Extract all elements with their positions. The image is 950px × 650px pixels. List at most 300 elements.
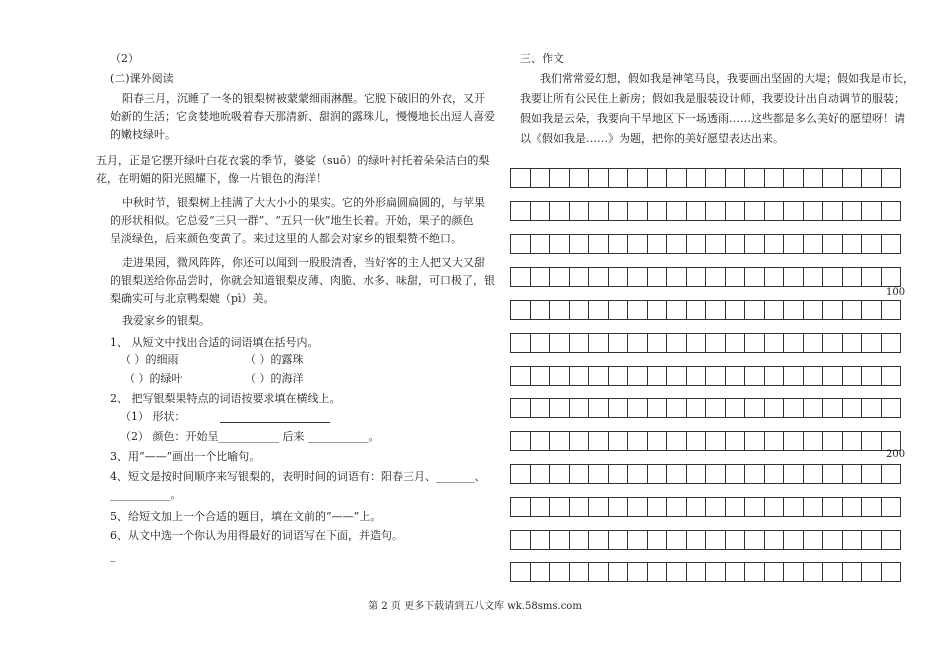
- grid-cell[interactable]: [647, 530, 668, 550]
- grid-cell[interactable]: [881, 562, 902, 582]
- grid-cell[interactable]: [725, 398, 746, 418]
- grid-cell[interactable]: [744, 201, 765, 221]
- grid-cell[interactable]: [803, 398, 824, 418]
- grid-cell[interactable]: [744, 562, 765, 582]
- grid-cell[interactable]: [705, 267, 726, 287]
- passage-line: 的银梨送给你品尝时，你就会知道银梨皮薄、肉脆、水多、味甜，可口极了，银: [110, 274, 495, 287]
- grid-cell[interactable]: [569, 562, 590, 582]
- grid-cell[interactable]: [881, 201, 902, 221]
- grid-cell[interactable]: [842, 464, 863, 484]
- grid-cell[interactable]: [627, 300, 648, 320]
- grid-cell[interactable]: [744, 333, 765, 353]
- grid-cell[interactable]: [569, 267, 590, 287]
- grid-cell[interactable]: [549, 398, 570, 418]
- grid-cell[interactable]: [530, 366, 551, 386]
- grid-cell[interactable]: [744, 431, 765, 451]
- grid-row: [510, 234, 900, 254]
- grid-cell[interactable]: [608, 366, 629, 386]
- grid-cell[interactable]: [861, 234, 882, 254]
- grid-cell[interactable]: [764, 398, 785, 418]
- grid-cell[interactable]: [881, 300, 902, 320]
- grid-cell[interactable]: [569, 168, 590, 188]
- grid-cell[interactable]: [569, 464, 590, 484]
- grid-cell[interactable]: [764, 300, 785, 320]
- grid-row: [510, 201, 900, 221]
- grid-cell[interactable]: [783, 562, 804, 582]
- grid-cell[interactable]: [861, 530, 882, 550]
- grid-row: [510, 398, 900, 418]
- grid-cell[interactable]: [588, 464, 609, 484]
- grid-cell[interactable]: [608, 464, 629, 484]
- grid-cell[interactable]: [744, 497, 765, 517]
- grid-cell[interactable]: [666, 366, 687, 386]
- grid-cell[interactable]: [588, 562, 609, 582]
- grid-cell[interactable]: [549, 267, 570, 287]
- grid-cell[interactable]: [666, 201, 687, 221]
- grid-cell[interactable]: [842, 234, 863, 254]
- grid-cell[interactable]: [822, 333, 843, 353]
- grid-cell[interactable]: [510, 562, 531, 582]
- grid-cell[interactable]: [725, 300, 746, 320]
- passage-line: 走进果园，微风阵阵，你还可以闻到一股股清香，当好客的主人把又大又甜: [122, 256, 485, 269]
- blank-fill[interactable]: （ ）的细雨: [120, 353, 179, 366]
- grid-cell[interactable]: [705, 562, 726, 582]
- grid-row: [510, 464, 900, 484]
- grid-cell[interactable]: [588, 267, 609, 287]
- char-count-200: 200: [886, 449, 906, 460]
- grid-cell[interactable]: [861, 464, 882, 484]
- grid-cell[interactable]: [842, 530, 863, 550]
- grid-cell[interactable]: [803, 464, 824, 484]
- grid-cell[interactable]: [803, 562, 824, 582]
- grid-cell[interactable]: [822, 464, 843, 484]
- grid-cell[interactable]: [549, 497, 570, 517]
- grid-cell[interactable]: [803, 201, 824, 221]
- grid-cell[interactable]: [627, 366, 648, 386]
- grid-cell[interactable]: [783, 267, 804, 287]
- grid-cell[interactable]: [764, 464, 785, 484]
- grid-cell[interactable]: [666, 234, 687, 254]
- grid-cell[interactable]: [705, 530, 726, 550]
- grid-cell[interactable]: [822, 431, 843, 451]
- grid-cell[interactable]: [608, 201, 629, 221]
- grid-cell[interactable]: [627, 201, 648, 221]
- grid-cell[interactable]: [822, 300, 843, 320]
- grid-cell[interactable]: [530, 497, 551, 517]
- grid-cell[interactable]: [530, 201, 551, 221]
- grid-row: [510, 497, 900, 517]
- grid-cell[interactable]: [530, 333, 551, 353]
- grid-cell[interactable]: [822, 168, 843, 188]
- question-6: 6、从文中选一个你认为用得最好的词语写在下面，并造句。: [110, 529, 403, 542]
- shape-label: （1） 形状：: [120, 410, 186, 423]
- grid-cell[interactable]: [647, 168, 668, 188]
- answer-blank[interactable]: _: [110, 549, 116, 562]
- grid-cell[interactable]: [725, 168, 746, 188]
- grid-cell[interactable]: [647, 398, 668, 418]
- grid-cell[interactable]: [510, 398, 531, 418]
- grid-cell[interactable]: [764, 201, 785, 221]
- grid-cell[interactable]: [686, 234, 707, 254]
- grid-cell[interactable]: [510, 497, 531, 517]
- grid-cell[interactable]: [569, 497, 590, 517]
- question-4: 4、短文是按时间顺序来写银梨的，表明时间的词语有：阳春三月、_______、: [110, 470, 486, 483]
- grid-cell[interactable]: [861, 168, 882, 188]
- grid-cell[interactable]: [783, 398, 804, 418]
- grid-row: [510, 530, 900, 550]
- grid-cell[interactable]: [881, 530, 902, 550]
- reading-heading: (二)课外阅读: [110, 72, 174, 85]
- grid-cell[interactable]: [608, 497, 629, 517]
- grid-cell[interactable]: [569, 366, 590, 386]
- grid-cell[interactable]: [803, 431, 824, 451]
- grid-cell[interactable]: [725, 464, 746, 484]
- grid-cell[interactable]: [705, 300, 726, 320]
- grid-cell[interactable]: [881, 398, 902, 418]
- grid-cell[interactable]: [803, 234, 824, 254]
- grid-cell[interactable]: [705, 431, 726, 451]
- grid-cell[interactable]: [549, 366, 570, 386]
- grid-cell[interactable]: [647, 497, 668, 517]
- grid-cell[interactable]: [666, 562, 687, 582]
- grid-cell[interactable]: [608, 300, 629, 320]
- grid-cell[interactable]: [608, 431, 629, 451]
- grid-cell[interactable]: [705, 201, 726, 221]
- grid-cell[interactable]: [822, 267, 843, 287]
- grid-cell[interactable]: [627, 267, 648, 287]
- grid-cell[interactable]: [842, 168, 863, 188]
- grid-cell[interactable]: [530, 300, 551, 320]
- grid-cell[interactable]: [861, 267, 882, 287]
- passage-line: 五月，正是它摆开绿叶白花衣裳的季节，婆娑（suō）的绿叶衬托着朵朵洁白的梨: [96, 154, 490, 167]
- grid-cell[interactable]: [744, 398, 765, 418]
- grid-cell[interactable]: [861, 562, 882, 582]
- grid-cell[interactable]: [608, 333, 629, 353]
- grid-cell[interactable]: [705, 333, 726, 353]
- grid-cell[interactable]: [744, 300, 765, 320]
- grid-cell[interactable]: [686, 267, 707, 287]
- blank-fill[interactable]: （ ）的绿叶: [124, 372, 183, 385]
- grid-cell[interactable]: [803, 267, 824, 287]
- grid-cell[interactable]: [861, 431, 882, 451]
- grid-cell[interactable]: [783, 530, 804, 550]
- prompt-line: 假如我是云朵，我要向干旱地区下一场透雨……这些都是多么美好的愿望呀！请: [520, 112, 905, 125]
- grid-cell[interactable]: [510, 201, 531, 221]
- grid-cell[interactable]: [666, 333, 687, 353]
- grid-cell[interactable]: [725, 201, 746, 221]
- grid-cell[interactable]: [647, 464, 668, 484]
- grid-cell[interactable]: [705, 497, 726, 517]
- grid-cell[interactable]: [725, 562, 746, 582]
- grid-cell[interactable]: [822, 398, 843, 418]
- grid-cell[interactable]: [510, 366, 531, 386]
- grid-row: [510, 366, 900, 386]
- grid-cell[interactable]: [510, 300, 531, 320]
- grid-cell[interactable]: [705, 234, 726, 254]
- grid-cell[interactable]: [549, 234, 570, 254]
- grid-cell[interactable]: [764, 168, 785, 188]
- grid-cell[interactable]: [822, 497, 843, 517]
- grid-cell[interactable]: [510, 530, 531, 550]
- grid-cell[interactable]: [549, 333, 570, 353]
- grid-cell[interactable]: [842, 398, 863, 418]
- grid-cell[interactable]: [588, 497, 609, 517]
- grid-cell[interactable]: [705, 168, 726, 188]
- grid-row: [510, 300, 900, 320]
- grid-cell[interactable]: [588, 431, 609, 451]
- grid-cell[interactable]: [842, 366, 863, 386]
- grid-cell[interactable]: [842, 333, 863, 353]
- grid-cell[interactable]: [861, 497, 882, 517]
- grid-cell[interactable]: [608, 562, 629, 582]
- grid-cell[interactable]: [725, 366, 746, 386]
- grid-cell[interactable]: [705, 366, 726, 386]
- grid-cell[interactable]: [627, 168, 648, 188]
- grid-cell[interactable]: [686, 431, 707, 451]
- grid-cell[interactable]: [842, 201, 863, 221]
- grid-cell[interactable]: [764, 562, 785, 582]
- grid-cell[interactable]: [530, 530, 551, 550]
- grid-cell[interactable]: [822, 562, 843, 582]
- grid-cell[interactable]: [861, 201, 882, 221]
- grid-cell[interactable]: [549, 464, 570, 484]
- grid-row: [510, 333, 900, 353]
- grid-cell[interactable]: [647, 234, 668, 254]
- question-4-blank[interactable]: ___________。: [110, 488, 182, 501]
- grid-cell[interactable]: [686, 366, 707, 386]
- grid-cell[interactable]: [530, 234, 551, 254]
- grid-cell[interactable]: [803, 300, 824, 320]
- grid-cell[interactable]: [744, 267, 765, 287]
- grid-cell[interactable]: [822, 201, 843, 221]
- grid-cell[interactable]: [588, 530, 609, 550]
- question-5: 5、给短文加上一个合适的题目，填在文前的“——”上。: [110, 510, 382, 523]
- grid-cell[interactable]: [861, 398, 882, 418]
- passage-line: 中秋时节，银梨树上挂满了大大小小的果实。它的外形扁圆扁圆的，与苹果: [122, 196, 485, 209]
- grid-cell[interactable]: [510, 431, 531, 451]
- grid-cell[interactable]: [764, 431, 785, 451]
- grid-cell[interactable]: [666, 300, 687, 320]
- blank-fill[interactable]: （ ）的露珠: [245, 353, 304, 366]
- grid-cell[interactable]: [627, 497, 648, 517]
- grid-cell[interactable]: [608, 168, 629, 188]
- grid-cell[interactable]: [881, 267, 902, 287]
- grid-cell[interactable]: [627, 464, 648, 484]
- grid-cell[interactable]: [608, 398, 629, 418]
- grid-cell[interactable]: [764, 366, 785, 386]
- grid-row: [510, 267, 900, 287]
- grid-cell[interactable]: [686, 530, 707, 550]
- grid-cell[interactable]: [764, 234, 785, 254]
- char-count-100: 100: [886, 287, 906, 298]
- grid-cell[interactable]: [627, 234, 648, 254]
- color-answer[interactable]: （2） 颜色：开始呈___________ 后来 ___________。: [120, 430, 380, 443]
- question-3: 3、用“——”画出一个比喻句。: [110, 450, 261, 463]
- grid-cell[interactable]: [627, 530, 648, 550]
- grid-cell[interactable]: [549, 431, 570, 451]
- grid-cell[interactable]: [744, 234, 765, 254]
- grid-cell[interactable]: [530, 562, 551, 582]
- section-number: （2）: [110, 52, 139, 65]
- grid-cell[interactable]: [686, 333, 707, 353]
- grid-cell[interactable]: [666, 530, 687, 550]
- grid-cell[interactable]: [783, 464, 804, 484]
- grid-cell[interactable]: [881, 497, 902, 517]
- grid-row: [510, 562, 900, 582]
- grid-cell[interactable]: [510, 464, 531, 484]
- grid-cell[interactable]: [725, 234, 746, 254]
- grid-cell[interactable]: [647, 562, 668, 582]
- grid-cell[interactable]: [627, 431, 648, 451]
- grid-row: [510, 431, 900, 451]
- grid-cell[interactable]: [783, 366, 804, 386]
- grid-cell[interactable]: [588, 398, 609, 418]
- grid-cell[interactable]: [803, 333, 824, 353]
- grid-cell[interactable]: [764, 530, 785, 550]
- grid-cell[interactable]: [842, 300, 863, 320]
- grid-cell[interactable]: [647, 267, 668, 287]
- grid-cell[interactable]: [881, 234, 902, 254]
- grid-cell[interactable]: [608, 530, 629, 550]
- grid-cell[interactable]: [569, 300, 590, 320]
- grid-cell[interactable]: [549, 201, 570, 221]
- grid-cell[interactable]: [588, 333, 609, 353]
- grid-cell[interactable]: [842, 562, 863, 582]
- grid-cell[interactable]: [744, 366, 765, 386]
- grid-cell[interactable]: [530, 464, 551, 484]
- grid-cell[interactable]: [549, 300, 570, 320]
- grid-cell[interactable]: [725, 431, 746, 451]
- grid-cell[interactable]: [530, 398, 551, 418]
- grid-cell[interactable]: [530, 168, 551, 188]
- grid-cell[interactable]: [783, 300, 804, 320]
- grid-cell[interactable]: [744, 464, 765, 484]
- grid-cell[interactable]: [569, 530, 590, 550]
- grid-cell[interactable]: [803, 366, 824, 386]
- grid-cell[interactable]: [510, 168, 531, 188]
- grid-cell[interactable]: [647, 366, 668, 386]
- grid-cell[interactable]: [569, 398, 590, 418]
- grid-cell[interactable]: [783, 234, 804, 254]
- grid-cell[interactable]: [666, 398, 687, 418]
- grid-cell[interactable]: [549, 168, 570, 188]
- grid-cell[interactable]: [686, 201, 707, 221]
- grid-cell[interactable]: [842, 267, 863, 287]
- grid-cell[interactable]: [569, 333, 590, 353]
- grid-cell[interactable]: [783, 333, 804, 353]
- passage-line: 呈淡绿色，后来颜色变黄了。来过这里的人都会对家乡的银梨赞不绝口。: [110, 232, 462, 245]
- grid-cell[interactable]: [627, 562, 648, 582]
- grid-cell[interactable]: [725, 333, 746, 353]
- grid-cell[interactable]: [510, 234, 531, 254]
- grid-cell[interactable]: [608, 267, 629, 287]
- grid-cell[interactable]: [861, 333, 882, 353]
- grid-cell[interactable]: [822, 366, 843, 386]
- grid-cell[interactable]: [666, 497, 687, 517]
- grid-cell[interactable]: [569, 234, 590, 254]
- grid-cell[interactable]: [647, 333, 668, 353]
- grid-cell[interactable]: [588, 201, 609, 221]
- grid-cell[interactable]: [744, 530, 765, 550]
- grid-cell[interactable]: [608, 234, 629, 254]
- grid-row: [510, 168, 900, 188]
- grid-cell[interactable]: [530, 267, 551, 287]
- prompt-line: 我们常常爱幻想，假如我是神笔马良，我要画出坚固的大堤；假如我是市长，: [540, 72, 914, 85]
- grid-cell[interactable]: [686, 464, 707, 484]
- grid-cell[interactable]: [666, 464, 687, 484]
- grid-cell[interactable]: [647, 300, 668, 320]
- passage-line: 的嫩枝绿叶。: [110, 128, 176, 141]
- grid-cell[interactable]: [764, 333, 785, 353]
- grid-cell[interactable]: [686, 398, 707, 418]
- grid-cell[interactable]: [881, 464, 902, 484]
- grid-cell[interactable]: [588, 168, 609, 188]
- grid-cell[interactable]: [666, 431, 687, 451]
- grid-cell[interactable]: [569, 431, 590, 451]
- grid-cell[interactable]: [861, 366, 882, 386]
- grid-cell[interactable]: [705, 464, 726, 484]
- grid-cell[interactable]: [803, 530, 824, 550]
- grid-cell[interactable]: [803, 168, 824, 188]
- grid-cell[interactable]: [881, 333, 902, 353]
- grid-cell[interactable]: [686, 168, 707, 188]
- grid-cell[interactable]: [686, 497, 707, 517]
- grid-cell[interactable]: [881, 168, 902, 188]
- grid-cell[interactable]: [822, 530, 843, 550]
- grid-cell[interactable]: [510, 267, 531, 287]
- grid-cell[interactable]: [588, 300, 609, 320]
- grid-cell[interactable]: [881, 431, 902, 451]
- grid-cell[interactable]: [783, 497, 804, 517]
- grid-cell[interactable]: [666, 267, 687, 287]
- grid-cell[interactable]: [705, 398, 726, 418]
- grid-cell[interactable]: [647, 201, 668, 221]
- grid-cell[interactable]: [725, 530, 746, 550]
- grid-cell[interactable]: [588, 366, 609, 386]
- grid-cell[interactable]: [627, 398, 648, 418]
- grid-cell[interactable]: [725, 267, 746, 287]
- shape-answer-line[interactable]: [220, 422, 330, 423]
- passage-line: 梨确实可与北京鸭梨媲（pì）美。: [110, 292, 275, 305]
- grid-cell[interactable]: [510, 333, 531, 353]
- grid-cell[interactable]: [744, 168, 765, 188]
- grid-cell[interactable]: [686, 562, 707, 582]
- grid-cell[interactable]: [783, 201, 804, 221]
- grid-cell[interactable]: [783, 168, 804, 188]
- grid-cell[interactable]: [725, 497, 746, 517]
- grid-cell[interactable]: [783, 431, 804, 451]
- grid-cell[interactable]: [861, 300, 882, 320]
- grid-cell[interactable]: [647, 431, 668, 451]
- prompt-line: 以《假如我是……》为题，把你的美好愿望表达出来。: [520, 132, 784, 145]
- grid-cell[interactable]: [588, 234, 609, 254]
- grid-cell[interactable]: [881, 366, 902, 386]
- grid-cell[interactable]: [549, 530, 570, 550]
- grid-cell[interactable]: [569, 201, 590, 221]
- grid-cell[interactable]: [549, 562, 570, 582]
- grid-cell[interactable]: [803, 497, 824, 517]
- grid-cell[interactable]: [842, 431, 863, 451]
- grid-cell[interactable]: [764, 497, 785, 517]
- grid-cell[interactable]: [842, 497, 863, 517]
- blank-fill[interactable]: （ ）的海洋: [245, 372, 304, 385]
- grid-cell[interactable]: [822, 234, 843, 254]
- grid-cell[interactable]: [530, 431, 551, 451]
- grid-cell[interactable]: [686, 300, 707, 320]
- grid-cell[interactable]: [627, 333, 648, 353]
- grid-cell[interactable]: [666, 168, 687, 188]
- grid-cell[interactable]: [764, 267, 785, 287]
